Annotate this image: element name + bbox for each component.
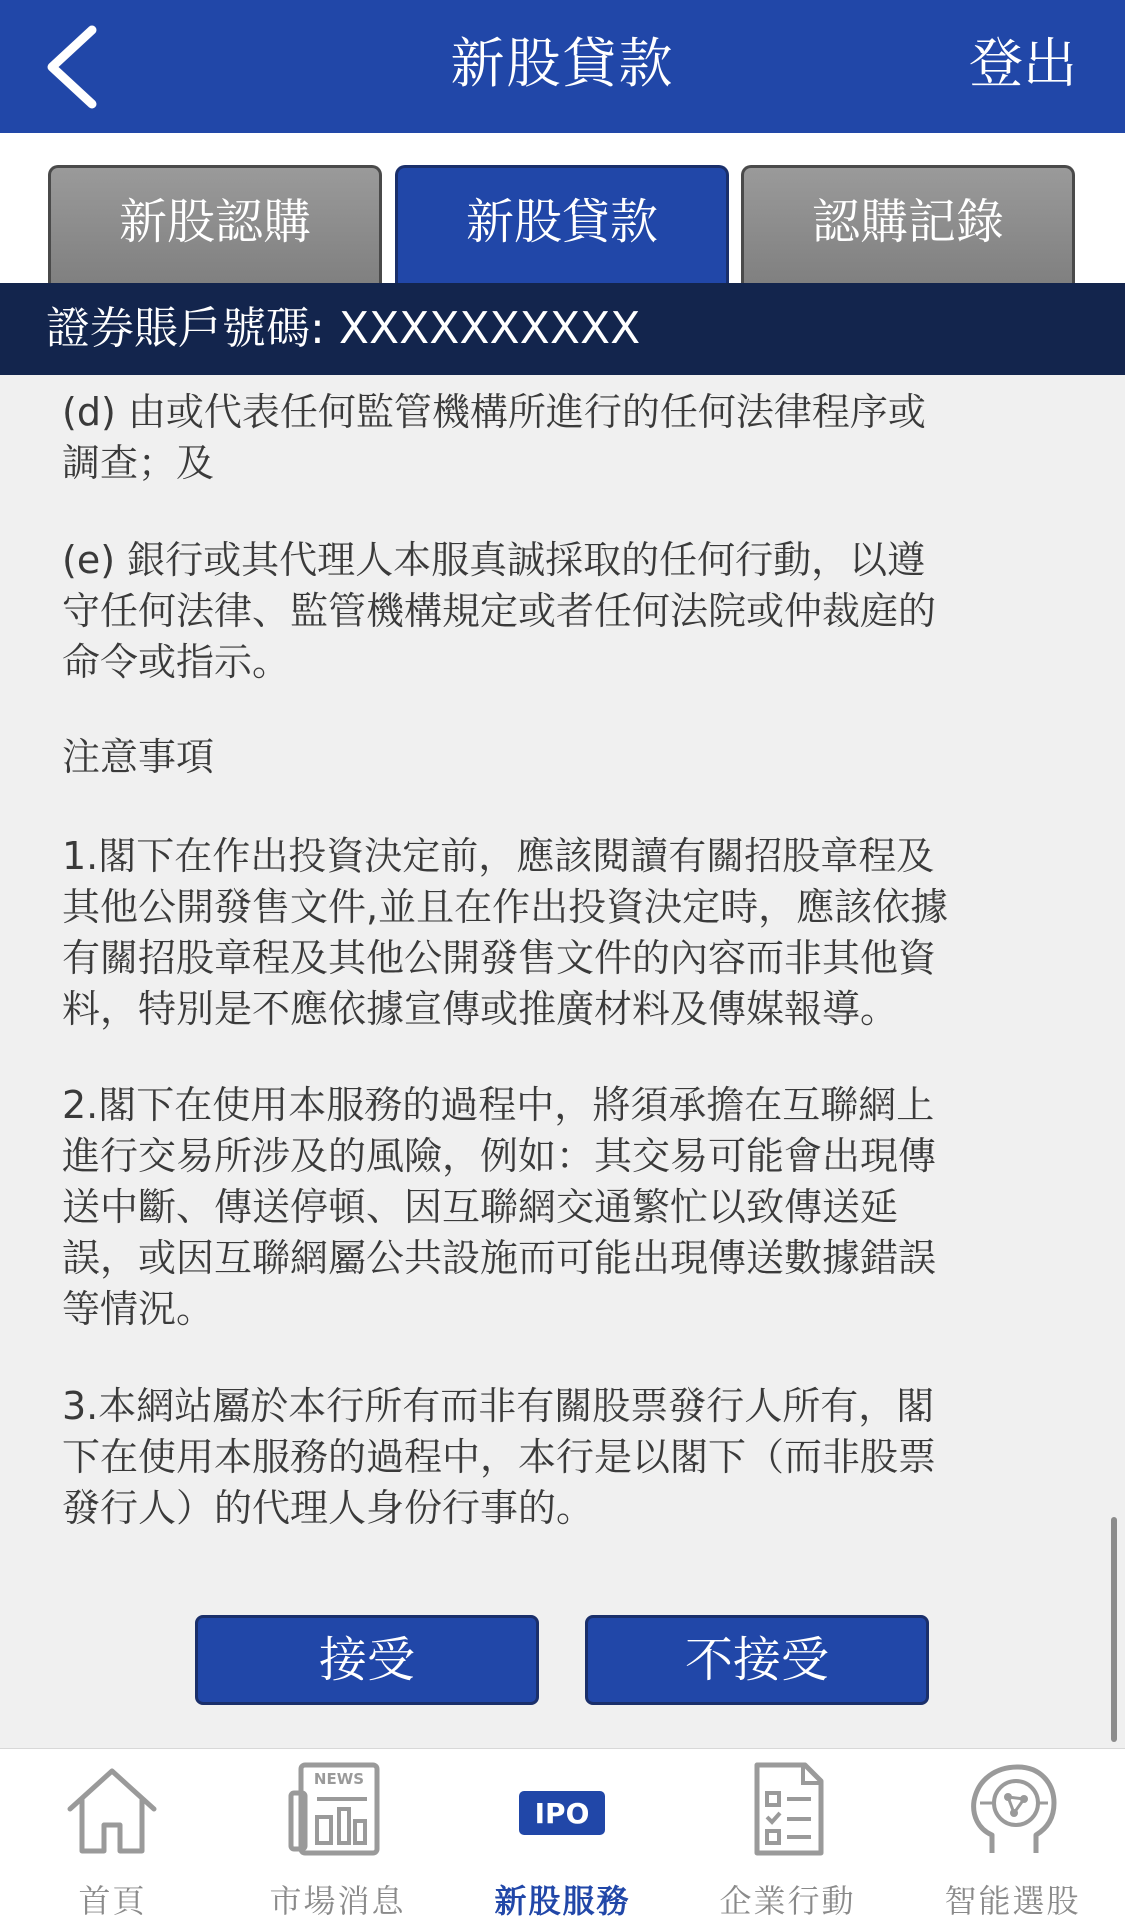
tab-subscription-records[interactable]: 認購記錄 [741,165,1075,287]
bottom-nav [0,1748,1125,1931]
nav-item-smart-stock-picker[interactable] [900,1749,1125,1931]
home-icon [62,1759,162,1859]
nav-item-home[interactable] [0,1749,225,1931]
notice-heading: 注意事項 [62,735,215,779]
notice-item-3: 3.本網站屬於本行所有而非有關股票發行人所有，閣 下在使用本服務的過程中，本行是以閣下（而非股票 發行人）的代理人身份行事的。 [62,1384,937,1530]
nav-label-corporate-actions: 企業行動 [719,1882,856,1920]
tab-ipo-subscription[interactable]: 新股認購 [48,165,382,287]
nav-item-market-news[interactable] [225,1749,450,1931]
notice-item-1: 1.閣下在作出投資決定前，應該閱讀有關招股章程及 其他公開發售文件,並且在作出投資決定時，應該依據 有關招股章程及其他公開發售文件的內容而非其他資 料，特別是不應依據宣傳或推廣材料及傳媒報導。 [62,834,949,1031]
account-bar [0,283,1125,375]
nav-label-home: 首頁 [78,1882,147,1920]
terms-paragraph-d: (d) 由或代表任何監管機構所進行的任何法律程序或 調查；及 [62,390,926,485]
terms-content[interactable] [0,375,1125,1748]
news-icon [287,1759,387,1859]
accept-button[interactable]: 接受 [195,1615,539,1705]
nav-item-ipo-services[interactable] [450,1749,675,1931]
scrollbar[interactable] [1111,1517,1117,1742]
smart-stock-picker-icon [962,1759,1062,1859]
tab-ipo-loan[interactable]: 新股貸款 [395,165,729,287]
account-number: XXXXXXXXXX [338,303,641,354]
nav-label-market-news: 市場消息 [269,1882,406,1920]
tab-bar [0,133,1125,283]
page-title: 新股貸款 [450,32,675,95]
top-bar [0,0,1125,133]
terms-paragraph-e: (e) 銀行或其代理人本服真誠採取的任何行動，以遵 守任何法律、監管機構規定或者任何法院或仲裁庭的 命令或指示。 [62,538,937,684]
corporate-action-icon [737,1759,837,1859]
nav-label-ipo-services: 新股服務 [494,1882,631,1920]
news-icon-text: NEWS [313,1770,365,1788]
decline-button[interactable]: 不接受 [585,1615,929,1705]
logout-button[interactable]: 登出 [969,32,1077,95]
ipo-icon-text: IPO [534,1797,590,1830]
nav-item-corporate-actions[interactable] [675,1749,900,1931]
account-label: 證券賬戶號碼: [46,303,325,354]
notice-item-2: 2.閣下在使用本服務的過程中，將須承擔在互聯網上 進行交易所涉及的風險，例如：其交易可能會出現傳 送中斷、傳送停頓、因互聯網交通繁忙以致傳送延 誤，或因互聯網屬公共設施而可能出現傳送數據錯誤 等情況。 [62,1083,937,1331]
nav-label-smart-stock-picker: 智能選股 [944,1882,1081,1920]
ipo-icon [512,1759,612,1859]
